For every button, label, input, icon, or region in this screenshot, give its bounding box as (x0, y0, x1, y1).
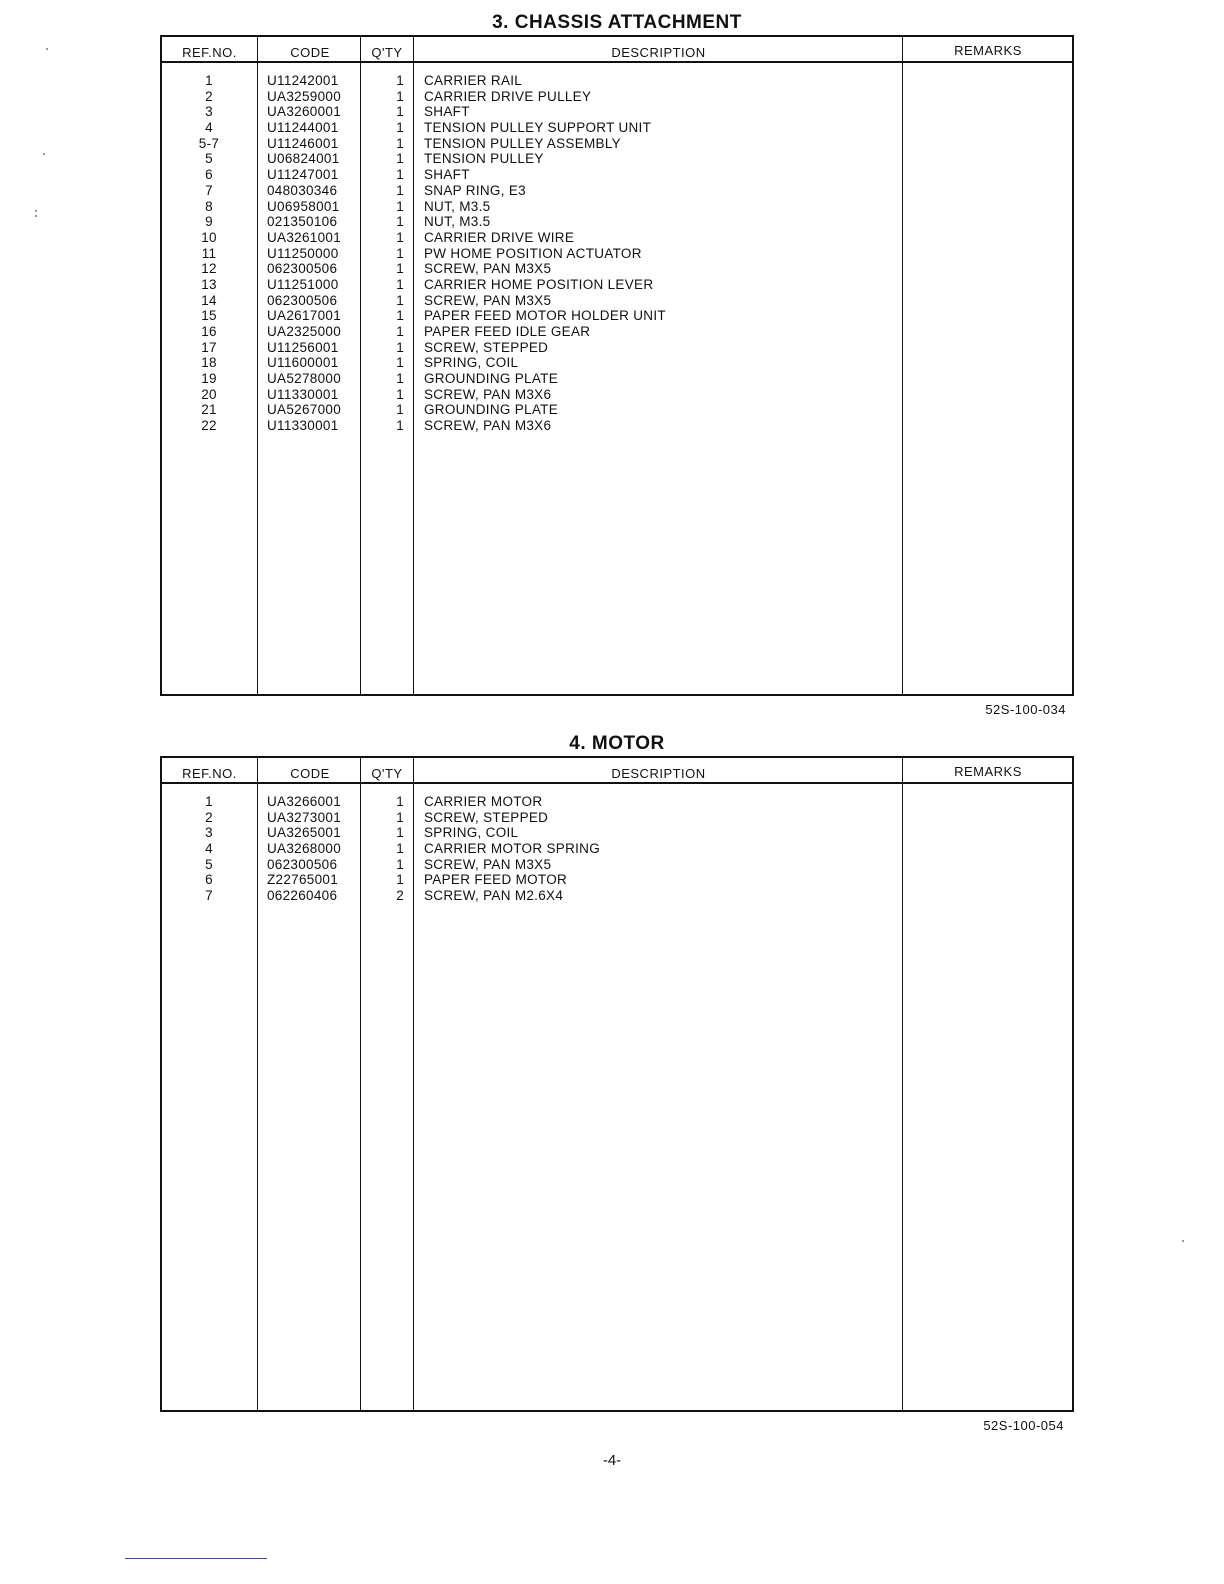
table-row (162, 841, 1072, 857)
description-cell: SCREW, PAN M2.6X4 (424, 888, 564, 904)
header-qty: Q'TY (371, 766, 403, 781)
description-cell: CARRIER RAIL (424, 73, 523, 88)
section-title-chassis-attachment: 3. CHASSIS ATTACHMENT (492, 12, 742, 33)
code-cell: UA5267000 (267, 402, 342, 418)
ref-no-cell: 20 (201, 386, 217, 402)
header-description: DESCRIPTION (611, 766, 706, 781)
code-cell: U11256001 (267, 339, 339, 355)
description-cell: CARRIER DRIVE PULLEY (424, 88, 592, 104)
qty-cell: 1 (396, 88, 404, 104)
code-cell: U11247001 (267, 167, 339, 183)
table-row (162, 418, 1072, 434)
code-cell: U11246001 (267, 135, 339, 151)
qty-cell: 2 (396, 888, 404, 904)
ref-no-cell: 13 (201, 276, 217, 292)
ref-no-cell: 16 (201, 324, 217, 339)
header-qty: Q'TY (371, 45, 403, 60)
ref-no-cell: 19 (201, 371, 217, 387)
description-cell: TENSION PULLEY SUPPORT UNIT (424, 120, 652, 136)
ref-no-cell: 21 (201, 402, 217, 418)
qty-cell: 1 (396, 214, 404, 230)
code-cell: U11250000 (267, 245, 339, 261)
scan-speck (35, 210, 37, 212)
table-row (162, 183, 1072, 199)
qty-cell: 1 (396, 120, 404, 136)
table-row (162, 355, 1072, 371)
section-title-motor: 4. MOTOR (569, 733, 665, 754)
table-row (162, 888, 1072, 904)
header-code: CODE (290, 45, 330, 60)
scan-speck (35, 215, 37, 217)
table-row (162, 402, 1072, 418)
qty-cell: 1 (396, 418, 404, 434)
ref-no-cell: 2 (205, 809, 213, 825)
ref-no-cell: 3 (205, 825, 213, 841)
description-cell: NUT, M3.5 (424, 198, 491, 214)
description-cell: SCREW, PAN M3X5 (424, 292, 552, 308)
code-cell: UA3266001 (267, 794, 342, 809)
description-cell: SCREW, PAN M3X5 (424, 856, 552, 872)
qty-cell: 1 (396, 825, 404, 841)
code-cell: 048030346 (267, 182, 338, 198)
qty-cell: 1 (396, 794, 404, 809)
table-row (162, 810, 1072, 826)
scan-speck (43, 153, 45, 155)
description-cell: TENSION PULLEY ASSEMBLY (424, 135, 621, 151)
ref-no-cell: 10 (201, 229, 217, 245)
ref-no-cell: 11 (201, 245, 217, 261)
code-cell: 062300506 (267, 292, 338, 308)
ref-no-cell: 1 (205, 73, 213, 88)
ref-no-cell: 22 (201, 418, 217, 434)
header-code: CODE (290, 766, 330, 781)
code-cell: UA3261001 (267, 229, 342, 245)
description-cell: SCREW, STEPPED (424, 809, 549, 825)
parts-table-motor (160, 756, 1074, 1412)
code-cell: U11251000 (267, 276, 339, 292)
code-cell: 062260406 (267, 888, 338, 904)
table-row (162, 151, 1072, 167)
ref-no-cell: 6 (205, 167, 213, 183)
code-cell: UA3265001 (267, 825, 342, 841)
table-body (162, 73, 1072, 434)
description-cell: SCREW, STEPPED (424, 339, 549, 355)
table-row (162, 340, 1072, 356)
table-header (162, 758, 1072, 784)
qty-cell: 1 (396, 135, 404, 151)
code-cell: 062300506 (267, 856, 338, 872)
table-row (162, 120, 1072, 136)
description-cell: CARRIER MOTOR (424, 794, 543, 809)
qty-cell: 1 (396, 809, 404, 825)
footer-rule (125, 1558, 267, 1559)
qty-cell: 1 (396, 229, 404, 245)
description-cell: CARRIER DRIVE WIRE (424, 229, 575, 245)
code-cell: UA5278000 (267, 371, 342, 387)
code-cell: U06824001 (267, 151, 340, 167)
description-cell: SNAP RING, E3 (424, 182, 526, 198)
qty-cell: 1 (396, 167, 404, 183)
parts-table-chassis-attachment (160, 35, 1074, 696)
qty-cell: 1 (396, 104, 404, 120)
table-row (162, 230, 1072, 246)
code-cell: U11244001 (267, 120, 339, 136)
code-cell: UA2617001 (267, 308, 342, 324)
table-row (162, 387, 1072, 403)
code-cell: U11600001 (267, 355, 339, 371)
description-cell: SPRING, COIL (424, 355, 519, 371)
ref-no-cell: 5 (205, 151, 213, 167)
ref-no-cell: 14 (201, 292, 217, 308)
ref-no-cell: 8 (205, 198, 213, 214)
header-description: DESCRIPTION (611, 45, 706, 60)
table-row (162, 104, 1072, 120)
qty-cell: 1 (396, 386, 404, 402)
ref-no-cell: 9 (205, 214, 213, 230)
qty-cell: 1 (396, 151, 404, 167)
description-cell: NUT, M3.5 (424, 214, 491, 230)
code-cell: U11330001 (267, 418, 339, 434)
description-cell: CARRIER HOME POSITION LEVER (424, 276, 654, 292)
qty-cell: 1 (396, 371, 404, 387)
qty-cell: 1 (396, 292, 404, 308)
qty-cell: 1 (396, 182, 404, 198)
header-remarks: REMARKS (954, 764, 1022, 779)
qty-cell: 1 (396, 308, 404, 324)
table-row (162, 214, 1072, 230)
table-row (162, 136, 1072, 152)
qty-cell: 1 (396, 872, 404, 888)
table-row (162, 794, 1072, 810)
ref-no-cell: 7 (205, 182, 213, 198)
code-cell: UA3268000 (267, 841, 342, 857)
drawing-number: 52S-100-034 (985, 702, 1066, 717)
description-cell: CARRIER MOTOR SPRING (424, 841, 601, 857)
ref-no-cell: 5 (205, 856, 213, 872)
qty-cell: 1 (396, 73, 404, 88)
table-row (162, 371, 1072, 387)
qty-cell: 1 (396, 261, 404, 277)
qty-cell: 1 (396, 276, 404, 292)
header-ref-no: REF.NO. (182, 766, 237, 781)
table-row (162, 246, 1072, 262)
description-cell: SPRING, COIL (424, 825, 519, 841)
description-cell: SHAFT (424, 104, 470, 120)
code-cell: Z22765001 (267, 872, 339, 888)
table-row (162, 89, 1072, 105)
qty-cell: 1 (396, 324, 404, 339)
code-cell: U06958001 (267, 198, 340, 214)
code-cell: U11242001 (267, 73, 339, 88)
description-cell: GROUNDING PLATE (424, 371, 559, 387)
code-cell: 021350106 (267, 214, 338, 230)
code-cell: U11330001 (267, 386, 339, 402)
table-row (162, 857, 1072, 873)
table-row (162, 825, 1072, 841)
qty-cell: 1 (396, 841, 404, 857)
qty-cell: 1 (396, 339, 404, 355)
qty-cell: 1 (396, 198, 404, 214)
scan-speck (46, 48, 48, 50)
ref-no-cell: 12 (201, 261, 217, 277)
ref-no-cell: 4 (205, 120, 213, 136)
ref-no-cell: 4 (205, 841, 213, 857)
page-number: -4- (602, 1452, 622, 1469)
description-cell: SHAFT (424, 167, 470, 183)
description-cell: PW HOME POSITION ACTUATOR (424, 245, 642, 261)
ref-no-cell: 6 (205, 872, 213, 888)
code-cell: UA2325000 (267, 324, 342, 339)
code-cell: 062300506 (267, 261, 338, 277)
table-row (162, 199, 1072, 215)
qty-cell: 1 (396, 402, 404, 418)
header-ref-no: REF.NO. (182, 45, 237, 60)
table-row (162, 308, 1072, 324)
table-row (162, 872, 1072, 888)
ref-no-cell: 15 (201, 308, 217, 324)
table-row (162, 277, 1072, 293)
code-cell: UA3273001 (267, 809, 342, 825)
description-cell: TENSION PULLEY (424, 151, 544, 167)
description-cell: SCREW, PAN M3X6 (424, 418, 552, 434)
ref-no-cell: 1 (205, 794, 213, 809)
description-cell: PAPER FEED MOTOR HOLDER UNIT (424, 308, 666, 324)
description-cell: PAPER FEED IDLE GEAR (424, 324, 591, 339)
qty-cell: 1 (396, 856, 404, 872)
table-row (162, 73, 1072, 89)
ref-no-cell: 5-7 (198, 135, 220, 151)
table-header (162, 37, 1072, 63)
table-row (162, 324, 1072, 340)
table-body (162, 794, 1072, 904)
ref-no-cell: 3 (205, 104, 213, 120)
table-row (162, 261, 1072, 277)
table-row (162, 167, 1072, 183)
ref-no-cell: 2 (205, 88, 213, 104)
code-cell: UA3259000 (267, 88, 342, 104)
description-cell: SCREW, PAN M3X5 (424, 261, 552, 277)
header-remarks: REMARKS (954, 43, 1022, 58)
code-cell: UA3260001 (267, 104, 342, 120)
description-cell: GROUNDING PLATE (424, 402, 559, 418)
qty-cell: 1 (396, 245, 404, 261)
drawing-number: 52S-100-054 (983, 1418, 1064, 1433)
description-cell: PAPER FEED MOTOR (424, 872, 568, 888)
description-cell: SCREW, PAN M3X6 (424, 386, 552, 402)
ref-no-cell: 18 (201, 355, 217, 371)
qty-cell: 1 (396, 355, 404, 371)
scan-speck (1182, 1240, 1184, 1242)
table-row (162, 293, 1072, 309)
ref-no-cell: 7 (205, 888, 213, 904)
ref-no-cell: 17 (201, 339, 217, 355)
